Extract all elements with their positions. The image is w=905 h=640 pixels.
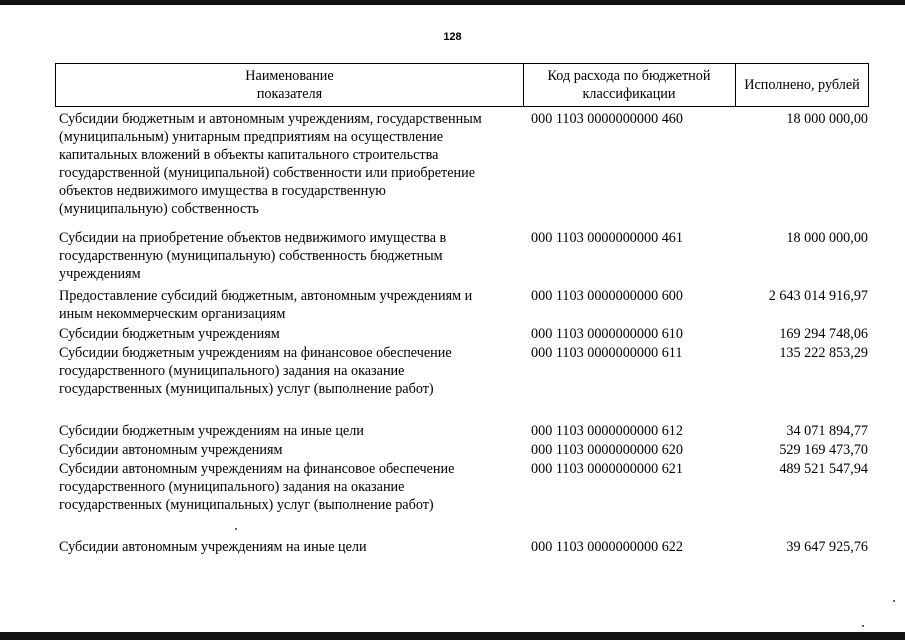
header-amount-label: Исполнено, рублей — [744, 77, 860, 93]
row-name: Субсидии автономным учреждениям на иные цели — [59, 539, 367, 555]
row-name: Субсидии бюджетным учреждениям — [59, 326, 280, 342]
row-amount: 18 000 000,00 — [786, 230, 868, 246]
row-amount: 529 169 473,70 — [779, 442, 868, 458]
row-code: 000 1103 0000000000 611 — [531, 345, 683, 361]
row-name: Субсидии автономным учреждениям — [59, 442, 283, 458]
row-amount: 34 071 894,77 — [786, 423, 868, 439]
row-amount: 135 222 853,29 — [779, 345, 868, 361]
row-amount: 18 000 000,00 — [786, 111, 868, 127]
row-amount: 169 294 748,06 — [779, 326, 868, 342]
scan-speck — [235, 528, 237, 530]
scan-speck — [893, 600, 895, 602]
header-amount-cell — [736, 64, 868, 106]
header-name-label: Наименование показателя — [245, 68, 334, 102]
header-code-label: Код расхода по бюджетной классификации — [547, 68, 711, 102]
row-code: 000 1103 0000000000 461 — [531, 230, 683, 246]
row-code: 000 1103 0000000000 622 — [531, 539, 683, 555]
row-code: 000 1103 0000000000 610 — [531, 326, 683, 342]
row-name: Субсидии бюджетным учреждениям на финансовое обеспечение государственного (муниципального) задания на оказание государственных (муниципальных) услуг (выполнение работ) — [59, 345, 452, 397]
header-name-cell — [56, 64, 524, 106]
row-code: 000 1103 0000000000 460 — [531, 111, 683, 127]
row-code: 000 1103 0000000000 620 — [531, 442, 683, 458]
row-name: Субсидии бюджетным и автономным учреждениям, государственным (муниципальным) унитарным предприятиям на осуществление капитальных вложений в объекты капитального строительства государственной (муниципальной) собственности или приобретение объектов недвижимого имущества в государственную (муниципальную) собственность — [59, 111, 482, 217]
bottom-scan-border — [0, 632, 905, 640]
page-number: 128 — [443, 31, 462, 43]
row-amount: 489 521 547,94 — [779, 461, 868, 477]
row-code: 000 1103 0000000000 612 — [531, 423, 683, 439]
row-name: Предоставление субсидий бюджетным, автономным учреждениям и иным некоммерческим организациям — [59, 288, 473, 322]
scan-speck — [862, 625, 864, 627]
top-scan-border — [0, 0, 905, 5]
row-name: Субсидии бюджетным учреждениям на иные цели — [59, 423, 364, 439]
row-code: 000 1103 0000000000 600 — [531, 288, 683, 304]
row-code: 000 1103 0000000000 621 — [531, 461, 683, 477]
header-code-cell — [523, 64, 736, 106]
row-amount: 39 647 925,76 — [786, 539, 868, 555]
row-amount: 2 643 014 916,97 — [768, 288, 868, 304]
row-name: Субсидии на приобретение объектов недвижимого имущества в государственную (муниципальную) собственность бюджетным учреждениям — [59, 230, 447, 282]
table-header — [55, 63, 869, 107]
row-name: Субсидии автономным учреждениям на финансовое обеспечение государственного (муниципального) задания на оказание государственных (муниципальных) услуг (выполнение работ) — [59, 461, 455, 513]
